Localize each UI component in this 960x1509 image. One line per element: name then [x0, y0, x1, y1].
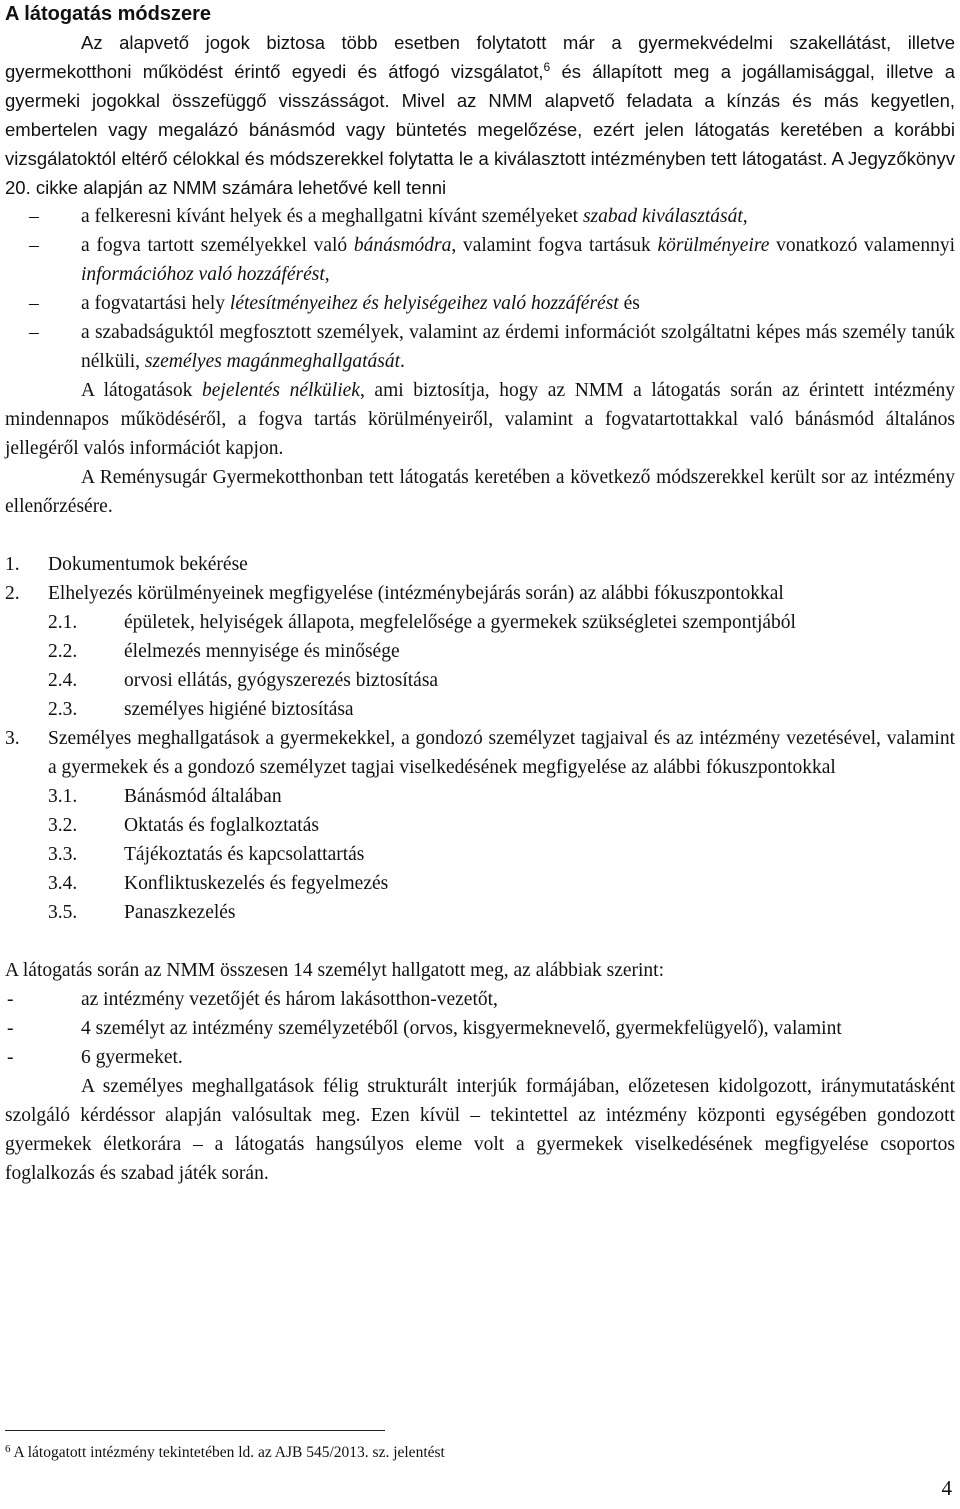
spacer — [5, 521, 955, 550]
footnote — [5, 1443, 445, 1463]
footnote-text: A látogatott intézmény tekintetében ld. az AJB 545/2013. sz. jelentést — [10, 1444, 445, 1461]
footnote-number: 6 — [5, 1443, 11, 1455]
footnote-reference[interactable]: 6 — [543, 60, 551, 74]
item-text: Elhelyezés körülményeinek megfigyelése (intézménybejárás során) az alábbi fókuszpontokkal — [48, 583, 784, 604]
list-item-tail: vonatkozó valamennyi — [769, 235, 955, 256]
list-item-text: a fogva tartott személyekkel való — [81, 235, 354, 256]
item-text: Személyes meghallgatások a gyermekekkel, a gondozó személyzet tagjaival és az intézmény vezetésével, valamint a gyermekek és a gondozó személyzet tagjai viselkedésének megfigyelése az alábbi fókuszpontokkal — [48, 728, 955, 778]
sub-item-text: Tájékoztatás és kapcsolattartás — [124, 844, 365, 865]
sub-item-text: épületek, helyiségek állapota, megfelelősége a gyermekek szükségletei szempontjából — [124, 612, 796, 633]
sub-item-text: Konfliktuskezelés és fegyelmezés — [124, 873, 389, 894]
list-item-emphasis: létesítményeihez és helyiségeihez való hozzáférést — [229, 293, 619, 314]
intro-text-a: Az alapvető jogok biztosa több esetben folytatott már a gyermekvédelmi szakellátást, illetve gyermekotthoni működést érintő egyedi és átfogó vizsgálatot, — [5, 32, 955, 82]
sub-item — [48, 695, 955, 724]
list-item — [5, 1043, 955, 1072]
sub-item-number: 2.1. — [48, 612, 78, 633]
sub-item-number: 3.5. — [48, 902, 78, 923]
focus-points-list — [48, 782, 955, 927]
spacer — [5, 927, 955, 956]
dash-marker: – — [29, 235, 39, 256]
dash-marker: - — [7, 1018, 14, 1039]
sub-item-text: Bánásmód általában — [124, 786, 282, 807]
sub-item-number: 2.4. — [48, 670, 78, 691]
list-item-tail: , valamint fogva tartásuk — [451, 235, 658, 256]
list-item-tail: , — [324, 264, 330, 285]
persons-list — [5, 985, 955, 1072]
list-item-tail: . — [400, 351, 405, 372]
sub-item — [48, 666, 955, 695]
section-heading: A látogatás módszere — [5, 3, 211, 25]
sub-item-text: személyes higiéné biztosítása — [124, 699, 354, 720]
intro-paragraph — [5, 28, 955, 202]
method-intro-paragraph: A Reménysugár Gyermekotthonban tett látogatás keretében a következő módszerekkel került sor az intézmény ellenőrzésére. — [5, 467, 955, 517]
list-item-text: 4 személyt az intézmény személyzetéből (orvos, kisgyermeknevelő, gyermekfelügyelő), valamint — [81, 1018, 842, 1039]
list-item-text: a felkeresni kívánt helyek és a meghallgatni kívánt személyeket — [81, 206, 583, 227]
interview-method-paragraph: A személyes meghallgatások félig strukturált interjúk formájában, előzetesen kidolgozott, iránymutatásként szolgáló kérdéssor alapján valósultak meg. Ezen kívül – tekintettel az intézmény központi egységében gondozott gyermekek életkorára – a látogatás hangsúlyos eleme volt a gyermekek viselkedésének megfigyelése csoportos foglalkozás és szabad játék során. — [5, 1076, 955, 1184]
paragraph-emphasis: bejelentés nélküliek — [202, 380, 360, 401]
sub-item — [48, 869, 955, 898]
sub-item-number: 3.4. — [48, 873, 78, 894]
sub-item — [48, 608, 955, 637]
list-item — [5, 231, 955, 289]
method-item — [5, 579, 955, 724]
method-item — [5, 550, 955, 579]
sub-item-text: orvosi ellátás, gyógyszerezés biztosítása — [124, 670, 439, 691]
sub-item — [48, 840, 955, 869]
footnote-separator — [5, 1430, 385, 1431]
unannounced-paragraph — [5, 376, 955, 463]
method-item — [5, 724, 955, 927]
dash-marker: – — [29, 206, 39, 227]
sub-item — [48, 782, 955, 811]
sub-item-number: 3.2. — [48, 815, 78, 836]
dash-marker: - — [7, 989, 14, 1010]
sub-item-number: 3.3. — [48, 844, 78, 865]
dash-marker: - — [7, 1047, 14, 1068]
page-number: 4 — [941, 1476, 952, 1500]
sub-item-number: 2.2. — [48, 641, 78, 662]
dash-marker: – — [29, 293, 39, 314]
methods-list — [5, 550, 955, 927]
list-item-text: az intézmény vezetőjét és három lakásotthon-vezetőt, — [81, 989, 498, 1010]
item-number: 2. — [5, 583, 20, 604]
interviews-summary-paragraph: A látogatás során az NMM összesen 14 személyt hallgatott meg, az alábbiak szerint: — [5, 960, 665, 981]
sub-item — [48, 898, 955, 927]
sub-item-number: 3.1. — [48, 786, 78, 807]
list-item — [5, 202, 955, 231]
paragraph-text: A látogatások — [81, 380, 203, 401]
paragraph-text: , ami biztosítja, hogy az NMM a látogatás során az érintett intézmény mindennapos működéséről, a fogva tartás körülményeiről, valamint a fogvatartottakkal való bánásmód általános jellegéről valós információt kapjon. — [5, 380, 955, 459]
list-item-tail: és — [618, 293, 640, 314]
list-item — [5, 985, 955, 1014]
sub-item-number: 2.3. — [48, 699, 78, 720]
list-item — [5, 318, 955, 376]
sub-item-text: Oktatás és foglalkoztatás — [124, 815, 319, 836]
item-text: Dokumentumok bekérése — [48, 554, 248, 575]
list-item — [5, 289, 955, 318]
list-item-text: 6 gyermeket. — [81, 1047, 183, 1068]
list-item-tail: , — [742, 206, 748, 227]
list-item-text: a szabadságuktól megfosztott személyek, valamint az érdemi információt szolgáltatni képes más személy tanúk nélküli, — [81, 322, 955, 372]
item-number: 3. — [5, 728, 20, 749]
dash-marker: – — [29, 322, 39, 343]
sub-item-text: élelmezés mennyisége és minősége — [124, 641, 400, 662]
document-page — [5, 0, 955, 1188]
list-item-emphasis: bánásmódra — [353, 235, 452, 256]
focus-points-list — [48, 608, 955, 724]
list-item — [5, 1014, 955, 1043]
intro-text-b: és állapított meg a jogállamisággal, illetve a gyermeki jogokkal összefüggő visszásságot. — [5, 61, 955, 111]
list-item-text: a fogvatartási hely — [81, 293, 230, 314]
intro-text-c: Mivel az NMM alapvető feladata a kínzás és más kegyetlen, embertelen vagy megalázó bánásmód vagy büntetés megelőzése, ezért jelen látogatás keretében a korábbi vizsgálatoktól eltérő célokkal és módszerekkel folytatta le a kiválasztott intézményben tett látogatást. — [5, 90, 956, 169]
sub-item — [48, 637, 955, 666]
list-item-emphasis: körülményeire — [657, 235, 770, 256]
list-item-emphasis: információhoz való hozzáférést — [81, 264, 325, 285]
sub-item — [48, 811, 955, 840]
item-number: 1. — [5, 554, 20, 575]
sub-item-text: Panaszkezelés — [124, 902, 236, 923]
list-item-emphasis: személyes magánmeghallgatását — [144, 351, 401, 372]
rights-list — [5, 202, 955, 376]
intro-text-d: A Jegyzőkönyv 20. cikke alapján az NMM számára lehetővé kell tenni — [5, 148, 955, 198]
list-item-emphasis: szabad kiválasztását — [582, 206, 743, 227]
